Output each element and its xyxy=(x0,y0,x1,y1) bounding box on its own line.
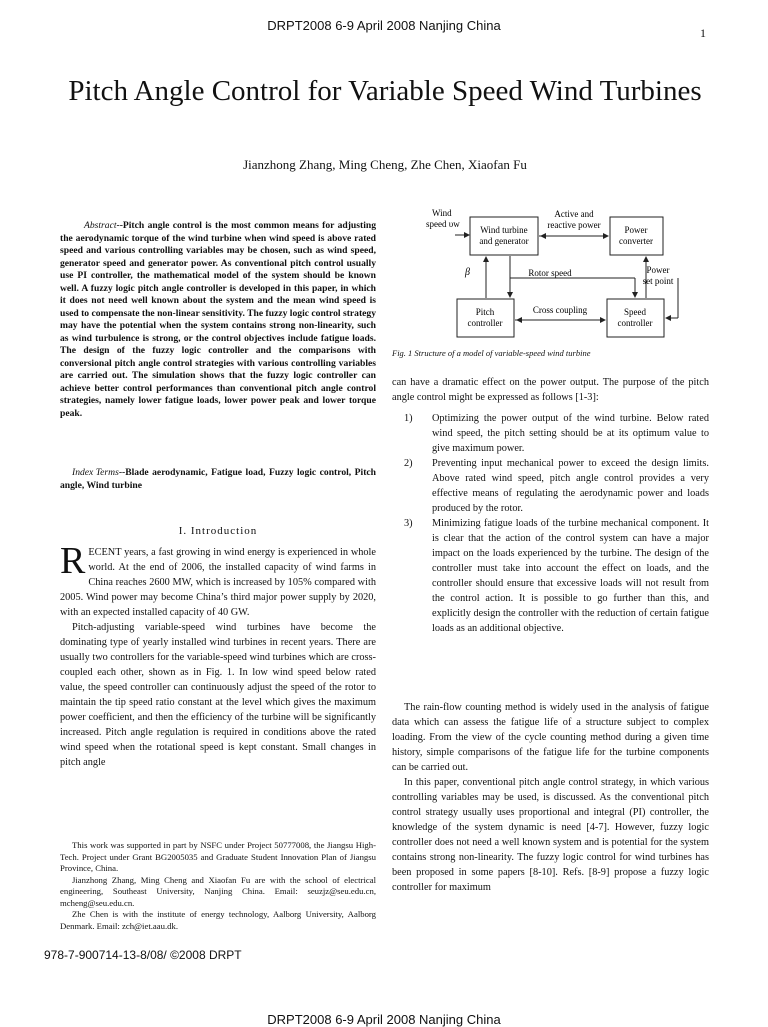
turbine-label-2: and generator xyxy=(479,236,529,246)
intro-body xyxy=(60,540,376,770)
converter-label-1: Power xyxy=(624,225,648,235)
abstract-label: Abstract xyxy=(84,220,117,231)
intro-para-2: Pitch-adjusting variable-speed wind turbines have become the dominating type of yearly installed wind turbines in recent years. There are usually two controllers for the variable-speed wind turbines which are cross-coupled each other, shown as in Fig. 1. In low wind speed below rated value, the speed controller can continuously adjust the speed of the rotor to maintain the tip speed ratio constant at the level which gives the maximum power coefficient, and then the efficiency of the turbine will be significantly increased. Pitch angle regulation is required in conditions above the rated wind speed when the rotational speed is kept constant. Small changes in pitch angle xyxy=(60,622,376,768)
conference-header: DRPT2008 6-9 April 2008 Nanjing China xyxy=(267,18,501,33)
footnote xyxy=(60,840,376,932)
index-terms-text: --Blade aerodynamic, Fatigue load, Fuzzy logic control, Pitch angle, Wind turbine xyxy=(60,467,376,491)
page-number: 1 xyxy=(700,26,706,40)
converter-label-2: converter xyxy=(619,236,653,246)
footnote-affil-1: Jianzhong Zhang, Ming Cheng and Xiaofan Fu are with the school of electrical engineering, Southeast University, Nanjing China. Email: seuzjz@seu.edu.cn, mcheng@seu.edu.cn. xyxy=(60,874,376,908)
list-item xyxy=(392,411,709,456)
abstract-text: --Pitch angle control is the most common means for adjusting the aerodynamic torque of the wind turbine when wind speed is above rated speed and various controlling variables may be chosen, such as wind speed, generator speed and generator power. As conventional pitch control usually use PI controller, the mathematical model of the system should be known well. A fuzzy logic pitch angle controller is developed in this paper, in which it does not need well known about the system and the mean wind speed is used to compensate the non-linear sensitivity. The fuzzy logic control strategy may have the potential when the system contains strong non-linearity, such as wind turbulence is strong, or the control objectives include fatigue loads. The design of the fuzzy logic controller and the comparisons with conversional pitch angle control strategies with various controlling variables are carried out. The simulation shows that the fuzzy logic controller can achieve better control performances than conventional pitch angle control strategies, namely lower fatigue loads, lower power peak and lower torque peak. xyxy=(60,220,376,419)
figure-caption: Fig. 1 Structure of a model of variable-speed wind turbine xyxy=(392,348,591,358)
footnote-affil-2: Zhe Chen is with the institute of energy technology, Aalborg University, Aalborg Denmark. Email: zch@iet.aau.dk. xyxy=(60,909,376,931)
list-item-number: 3) xyxy=(404,518,413,529)
footer-conference: DRPT2008 6-9 April 2008 Nanjing China xyxy=(267,1012,501,1027)
intro-para-1 xyxy=(60,540,376,620)
index-terms-label: Index Terms xyxy=(72,467,119,478)
speed-ctrl-label-1: Speed xyxy=(624,307,646,317)
rotor-speed-label: Rotor speed xyxy=(528,268,572,278)
list-item-text: Minimizing fatigue loads of the turbine mechanical component. It is clear that the action of the control system can have a major impact on the loads experienced by the turbine. The design of the controller must take into account the effect on loads, and the controller should ensure that excessive loads will not result from the control action. It is possible to go further than this, and explicitly design the controller with the reduction of certain fatigue loads as an additional objective. xyxy=(432,518,709,634)
active-reactive-label-2: reactive power xyxy=(547,220,601,230)
right-column-lower xyxy=(392,700,709,895)
section-heading: I. Introduction xyxy=(178,525,258,537)
paper-title: Pitch Angle Control for Variable Speed Wind Turbines xyxy=(68,75,702,107)
wind-speed-label-2: speed υw xyxy=(426,219,460,229)
footnote-funding: This work was supported in part by NSFC under Project 50777008, the Jiangsu High-Tech. Project under Grant BG2005035 and Graduate Student Innovation Plan of Jiangsu Province, China. xyxy=(60,840,376,873)
power-setpoint-label-2: set point xyxy=(642,276,674,286)
cross-coupling-label: Cross coupling xyxy=(532,305,588,315)
right-column-body xyxy=(392,375,709,636)
intro-para-1-text: ECENT years, a fast growing in wind energy is experienced in whole world. At the end of 2006, the installed capacity of wind farms in China reaches 2600 MW, which is increased by 105% compared with 2005. Wind power may become China’s third major power supply by 2020, with an expected installed capacity of 40 GW. xyxy=(60,547,376,618)
speed-ctrl-label-2: controller xyxy=(617,318,653,328)
drop-cap: R xyxy=(60,540,86,582)
list-item-number: 2) xyxy=(404,458,413,469)
list-item xyxy=(392,516,709,636)
pitch-ctrl-label-2: controller xyxy=(467,318,503,328)
rainflow-para: The rain-flow counting method is widely used in the analysis of fatigue data which can assess the fatigue life of a structure subject to complex loading. From the view of the cycle counting method during a given time history, simple comparisons of the fatigue life for the turbine components can be carried out. xyxy=(392,702,709,773)
isbn-line: 978-7-900714-13-8/08/ ©2008 DRPT xyxy=(44,948,242,962)
right-intro-para: can have a dramatic effect on the power output. The purpose of the pitch angle control might be expressed as follows [1-3]: xyxy=(392,377,709,403)
list-item-text: Preventing input mechanical power to exceed the design limits. Above rated wind speed, pitch angle control provides a very effective means of regulating the aerodynamic power and loads produced by the rotor. xyxy=(432,458,709,514)
list-item-text: Optimizing the power output of the wind turbine. Below rated wind speed, the pitch setting should be at its optimum value to give maximum power. xyxy=(432,413,709,454)
power-setpoint-label-1: Power xyxy=(646,265,670,275)
list-item xyxy=(392,456,709,516)
wind-speed-label: Wind xyxy=(432,208,452,218)
turbine-label-1: Wind turbine xyxy=(480,225,528,235)
list-item-number: 1) xyxy=(404,413,413,424)
purpose-list xyxy=(392,411,709,636)
pitch-ctrl-label-1: Pitch xyxy=(475,307,495,317)
beta-label: β xyxy=(465,267,470,278)
author-list: Jianzhong Zhang, Ming Cheng, Zhe Chen, Xiaofan Fu xyxy=(243,157,527,172)
index-terms xyxy=(60,467,376,492)
abstract xyxy=(60,220,376,420)
figure-1-diagram xyxy=(420,202,682,342)
in-this-paper-para: In this paper, conventional pitch angle control strategy, in which various controlling variables may be used, is discussed. As the conventional pitch control strategy usually uses proportional and integral (PI) controller, the knowledge of the system dynamic is need [4-7]. However, fuzzy logic controller does not need a well known system and is potential for the system contains strong non-linearity. The fuzzy logic control for wind turbines has been proposed in some papers [8-10]. Refs. [8-9] propose a fuzzy logic controller for maximum xyxy=(392,777,709,893)
active-reactive-label-1: Active and xyxy=(554,209,594,219)
